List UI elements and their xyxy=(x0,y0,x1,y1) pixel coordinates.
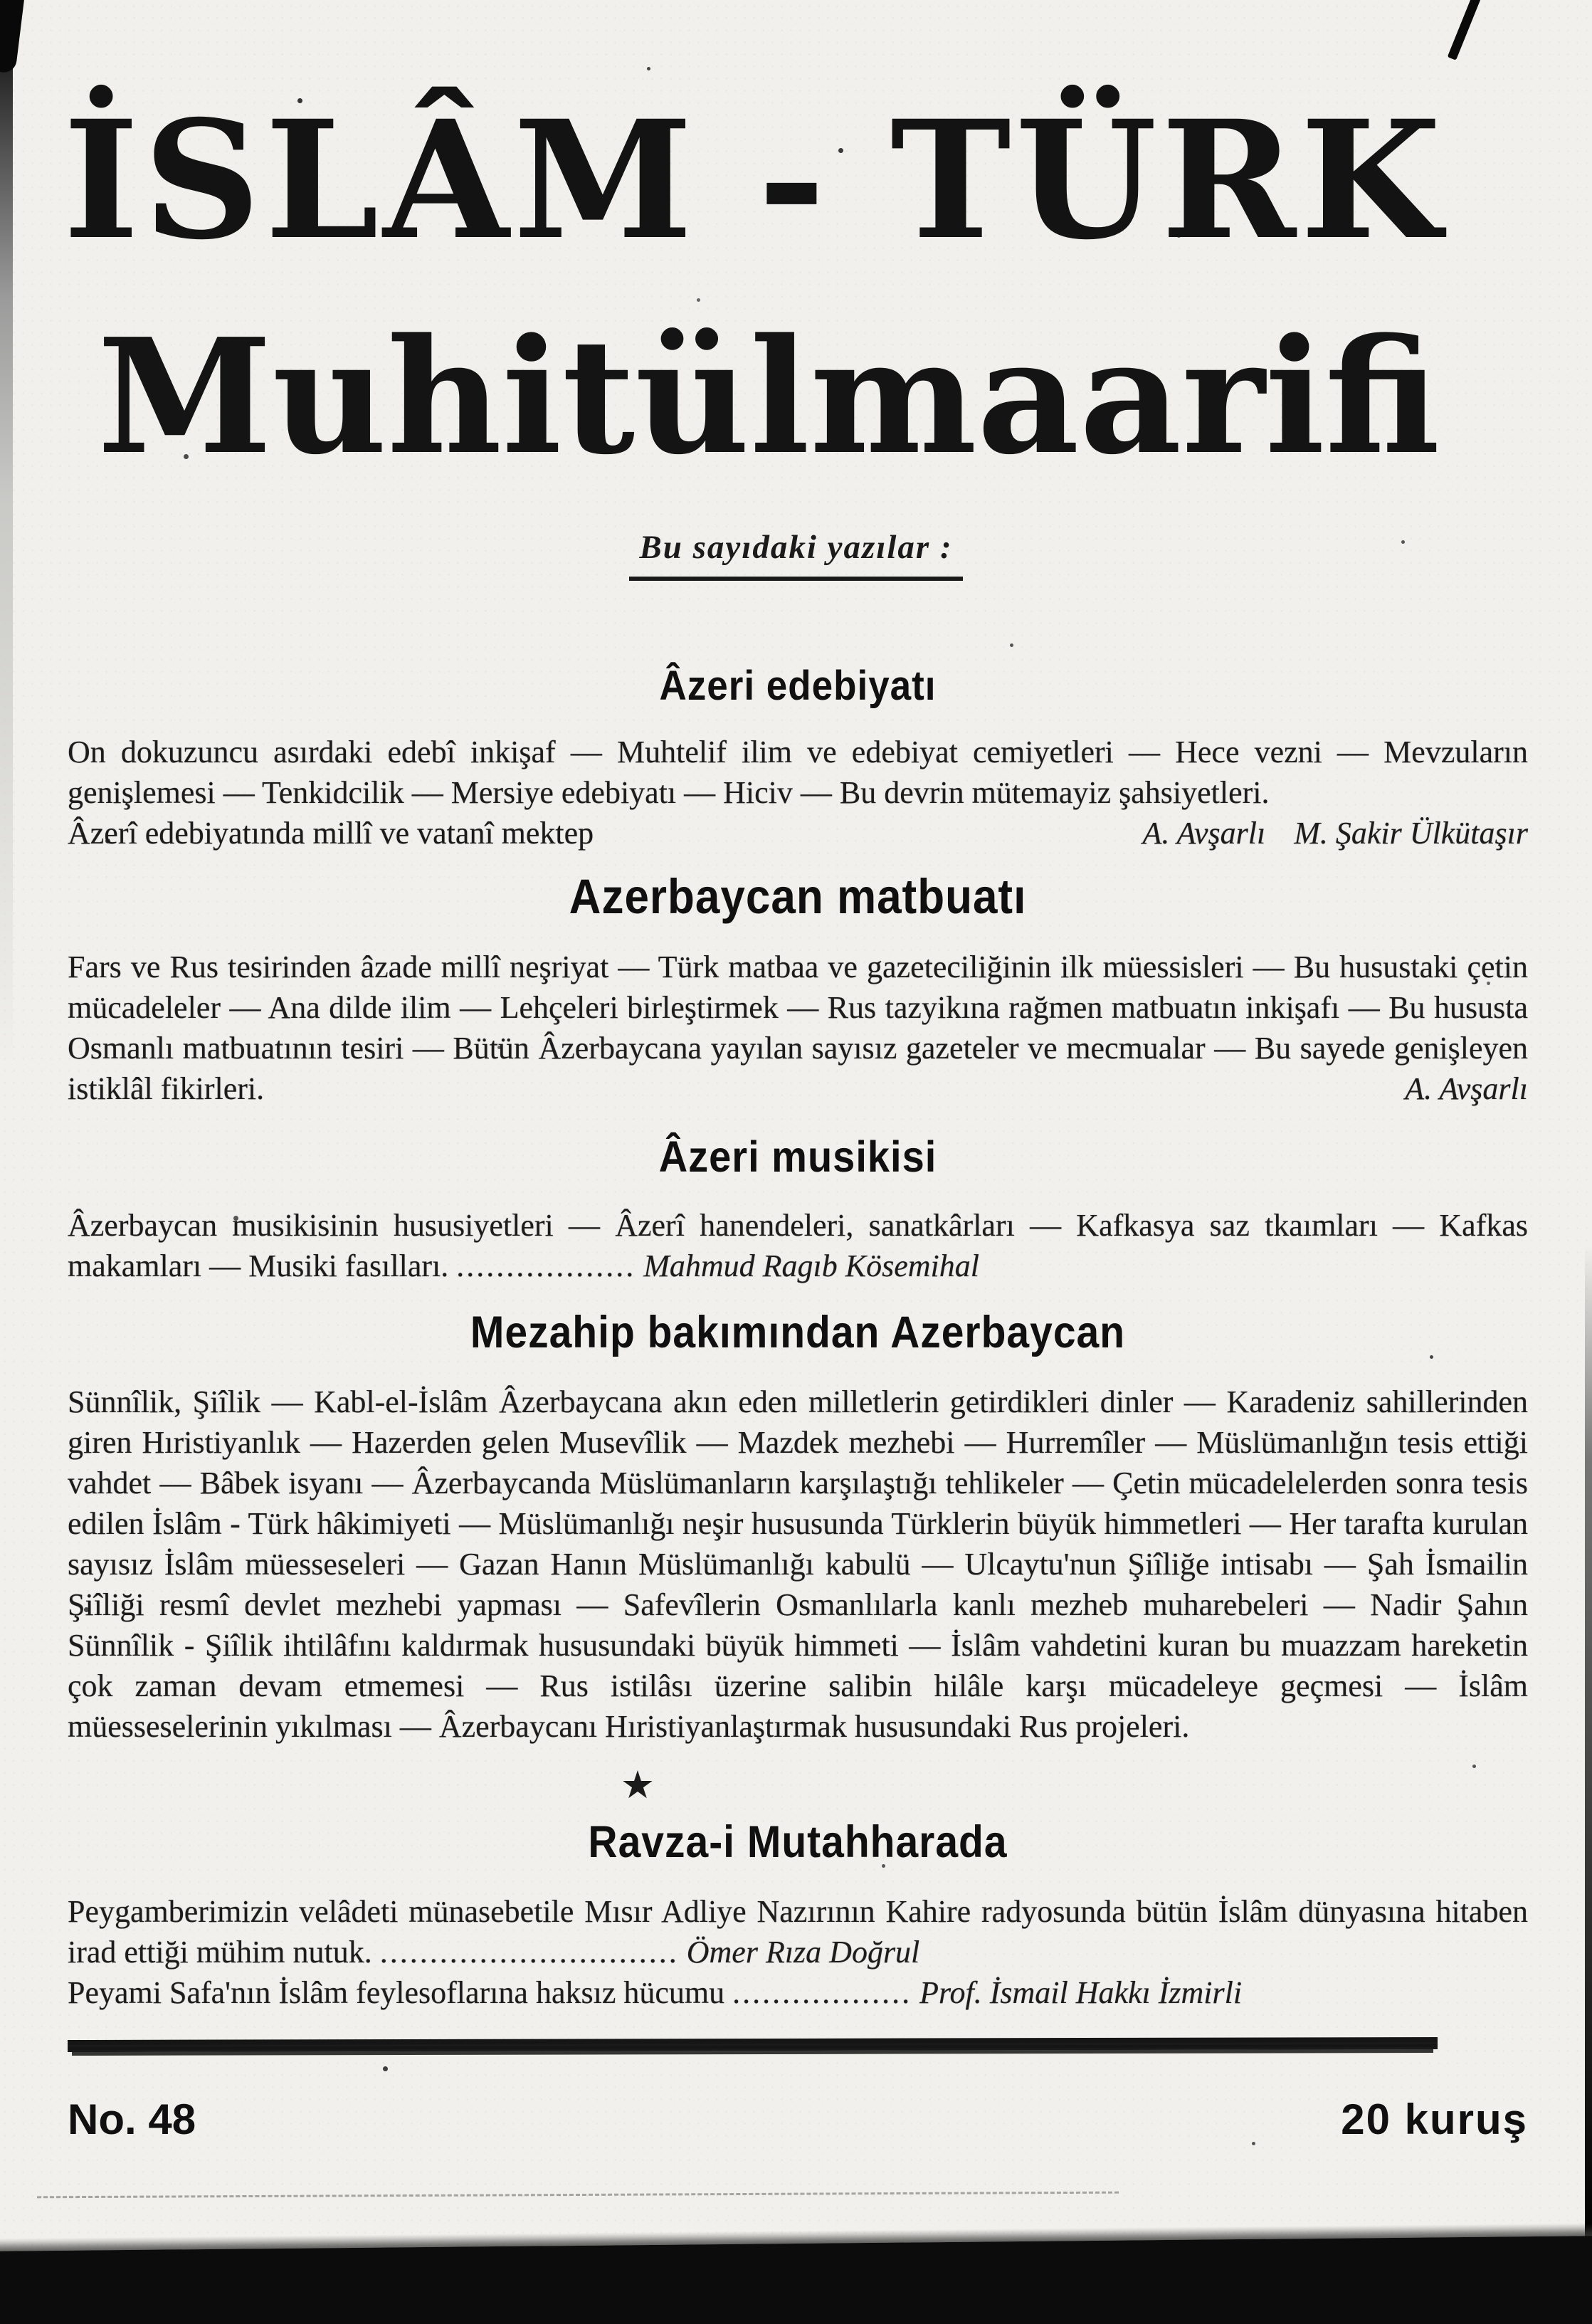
entry-ravza-1 xyxy=(68,1891,1528,1972)
price: 20 kuruş xyxy=(1341,2096,1528,2143)
entry-author: Mahmud Ragıb Kösemihal xyxy=(643,1248,979,1283)
contents-label-row xyxy=(0,528,1592,581)
section-heading-ravza: Ravza-i Mutahharada xyxy=(588,1816,1008,1868)
masthead-title: İSLÂM - TÜRK xyxy=(63,85,1446,275)
entry-author: Ömer Rıza Doğrul xyxy=(686,1935,920,1970)
masthead-subtitle: Muhitülmaarifi xyxy=(97,305,1440,490)
star-icon: ★ xyxy=(620,1764,655,1807)
section-heading-azerbaycan-matbuati: Azerbaycan matbuatı xyxy=(569,870,1027,925)
footer xyxy=(68,2095,1528,2144)
entry-azeri-musikisi-1 xyxy=(68,1205,1528,1286)
bottom-scan-band xyxy=(0,2236,1592,2324)
entry-text: Peyami Safa'nın İslâm feylesoflarına haksız hücumu xyxy=(68,1975,725,2010)
dotted-leader: .................. xyxy=(732,1975,912,2010)
top-left-ink-blob xyxy=(0,0,25,74)
contents-label: Bu sayıdaki yazılar : xyxy=(629,528,962,581)
entry-author: M. Şakir Ülkütaşır xyxy=(1294,816,1528,851)
entry-text: Âzerî edebiyatında millî ve vatanî mektep xyxy=(68,816,594,851)
entry-author: A. Avşarlı xyxy=(1142,816,1266,851)
dotted-leader: .............................. xyxy=(379,1935,679,1970)
entry-azeri-edebiyati-2 xyxy=(68,813,1265,853)
section-heading-azeri-musikisi: Âzeri musikisi xyxy=(658,1131,937,1182)
section-heading-azeri-edebiyati: Âzeri edebiyatı xyxy=(659,663,937,709)
right-scan-edge xyxy=(1585,1246,1592,2324)
entry-mezahip-1 xyxy=(68,1382,1528,1747)
top-right-ink-mark xyxy=(1448,0,1483,61)
entry-text: On dokuzuncu asırdaki edebî inkişaf — Muhtelif ilim ve edebiyat cemiyetleri — Hece vezni — Mevzuların genişlemesi — Tenkidcilik — Mersiye edebiyatı — Hiciv — Bu devrin mütemayiz şahsiyetleri. xyxy=(68,735,1528,810)
entry-author: A. Avşarlı xyxy=(1405,1071,1528,1106)
entry-text: Âzerbaycan musikisinin hususiyetleri — Âzerî hanendeleri, sanatkârları — Kafkasya saz tkaımları — Kafkas makamları — Musiki fasılları. xyxy=(68,1208,1528,1283)
contents-listing xyxy=(68,644,1528,2144)
entry-text: Peygamberimizin velâdeti münasebetile Mısır Adliye Nazırının Kahire radyosunda bütün İslâm dünyasına hitaben irad ettiği mühim nutuk. xyxy=(68,1894,1528,1970)
dotted-leader: .................. xyxy=(456,1248,636,1283)
entry-text: Sünnîlik, Şiîlik — Kabl-el-İslâm Âzerbaycana akın eden milletlerin getirdikleri dinler — Karadeniz sahillerinden giren Hıristiyanlık — Hazerden gelen Musevîlik — Mazdek mezhebi — Hurremîler — Müslümanlığın tesis ettiği vahdet — Bâbek isyanı — Âzerbaycanda Müslümanların karşılaştığı tehlikeler — Çetin mücadelelerden sonra tesis edilen İslâm - Türk hâkimiyeti — Müslümanlığı neşir hususunda Türklerin büyük himmetleri — Her tarafta kurulan sayısız İslâm müesseseleri — Gazan Hanın Müslümanlığı kabulü — Ulcaytu'nun Şiîliğe intisabı — Şah İsmailin Şiîliği resmî devlet mezhebi yapması — Safevîlerin Osmanlılarla kanlı mezheb muharebeleri — Nadir Şahın Sünnîlik - Şiîlik ihtilâfını kaldırmak hususundaki büyük himmeti — İslâm vahdetini kuran bu muazzam hareketin çok zaman devam etmemesi — Rus istilâsı üzerine salibin hilâle karşı mücadeleye geçmesi — İslâm müesseselerinin yıkılması — Âzerbaycanı Hıristiyanlaştırmak hususundaki Rus projeleri. xyxy=(68,1384,1528,1744)
section-heading-mezahip: Mezahip bakımından Azerbaycan xyxy=(470,1307,1126,1358)
entry-author: Prof. İsmail Hakkı İzmirli xyxy=(919,1975,1243,2010)
entry-text: Fars ve Rus tesirinden âzade millî neşriyat — Türk matbaa ve gazeteciliğinin ilk müessisleri — Bu husustaki çetin mücadeleler — Ana dilde ilim — Lehçeleri birleştirmek — Rus tazyikına rağmen matbuatın inkişafı — Bu hususta Osmanlı matbuatının tesiri — Bütün Âzerbaycana yayılan sayısız gazeteler ve mecmualar — Bu sayede genişleyen istiklâl fikirleri. xyxy=(68,950,1528,1106)
footer-rule xyxy=(68,2037,1438,2052)
issue-number: No. 48 xyxy=(68,2096,196,2143)
ink-specks xyxy=(0,0,2,2)
star-divider xyxy=(0,1762,1368,1807)
entry-azerbaycan-matbuati-1 xyxy=(68,947,1528,1109)
bottom-scan-line xyxy=(37,2192,1119,2199)
entry-ravza-2 xyxy=(68,1972,1528,2013)
